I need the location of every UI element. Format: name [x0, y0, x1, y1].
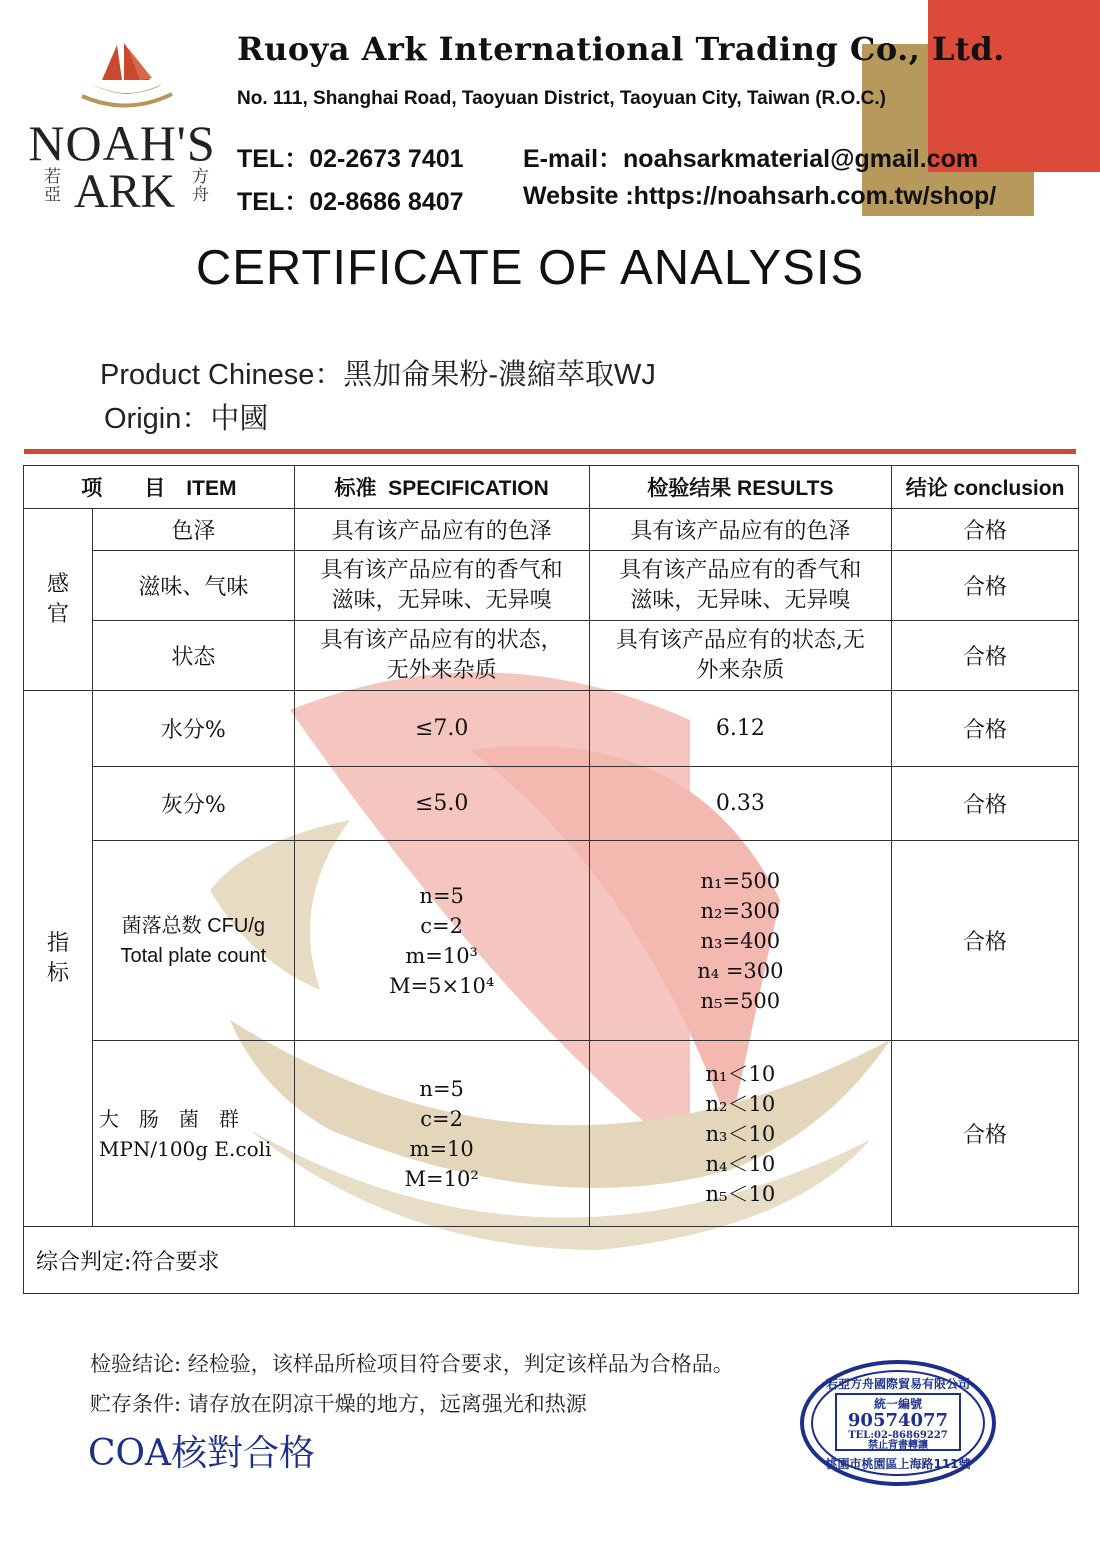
row-spec: 具有该产品应有的色泽	[294, 509, 589, 551]
summary-row	[24, 1227, 1079, 1294]
logo-text-ark: ARK	[73, 165, 176, 218]
row-conclusion: 合格	[892, 691, 1079, 767]
row-result: n₁=500 n₂=300 n₃=400 n₄ =300 n₅=500	[589, 841, 892, 1041]
company-address: No. 111, Shanghai Road, Taoyuan District, Taoyuan City, Taiwan (R.O.C.)	[237, 88, 886, 109]
stamp-bottom-text: 桃園市桃園區上海路111號	[825, 1457, 971, 1471]
ship-logo-icon	[22, 40, 232, 115]
storage-conditions: 贮存条件: 请存放在阴凉干燥的地方，远离强光和热源	[90, 1392, 587, 1416]
row-spec: 具有该产品应有的香气和 滋味，无异味、无异嗅	[294, 551, 589, 621]
origin: Origin：中國	[104, 403, 269, 435]
row-conclusion: 合格	[892, 841, 1079, 1041]
row-item: 大 肠 菌 群 MPN/100g E.coli	[92, 1041, 294, 1227]
group-sensory: 感 官	[24, 509, 93, 691]
overall-judgement: 综合判定:符合要求	[24, 1227, 1079, 1294]
header-item: 项 目 ITEM	[24, 466, 295, 509]
logo-text-main: NOAH'S	[28, 115, 216, 171]
row-spec: ≤7.0	[294, 691, 589, 767]
row-item: 状态	[92, 621, 294, 691]
row-result: 具有该产品应有的色泽	[589, 509, 892, 551]
row-item: 滋味、气味	[92, 551, 294, 621]
row-item: 菌落总数 CFU/g Total plate count	[92, 841, 294, 1041]
stamp-tel: TEL:02-86869227	[848, 1430, 948, 1441]
row-result: 具有该产品应有的状态,无 外来杂质	[589, 621, 892, 691]
table-row	[24, 1041, 1079, 1227]
row-item: 灰分%	[92, 767, 294, 841]
company-name: Ruoya Ark International Trading Co., Ltd.	[237, 30, 1005, 68]
stamp-label: 統一編號	[873, 1397, 923, 1411]
header-divider	[24, 449, 1076, 454]
row-item: 色泽	[92, 509, 294, 551]
row-conclusion: 合格	[892, 551, 1079, 621]
row-conclusion: 合格	[892, 767, 1079, 841]
table-header-row	[24, 466, 1079, 509]
table-row	[24, 551, 1079, 621]
row-spec: ≤5.0	[294, 767, 589, 841]
row-result: n₁＜10 n₂＜10 n₃＜10 n₄＜10 n₅＜10	[589, 1041, 892, 1227]
inspection-conclusion: 检验结论: 经检验，该样品所检项目符合要求，判定该样品为合格品。	[90, 1352, 734, 1376]
coa-verified-note: COA核對合格	[88, 1433, 316, 1474]
tel-2: TEL：02-8686 8407	[237, 188, 464, 216]
table-row	[24, 767, 1079, 841]
company-logo	[22, 40, 232, 220]
table-row	[24, 841, 1079, 1041]
document-title: CERTIFICATE OF ANALYSIS	[195, 241, 865, 295]
stamp-number: 90574077	[847, 1410, 949, 1431]
website: Website :https://noahsarh.com.tw/shop/	[523, 182, 997, 210]
table-row	[24, 621, 1079, 691]
analysis-table	[23, 465, 1079, 1294]
table-row	[24, 509, 1079, 551]
header-conclusion: 结论 conclusion	[892, 466, 1079, 509]
group-index: 指 标	[24, 691, 93, 1227]
company-seal-stamp	[798, 1358, 998, 1488]
row-conclusion: 合格	[892, 621, 1079, 691]
tel-1: TEL：02-2673 7401	[237, 145, 464, 173]
email: E-mail：noahsarkmaterial@gmail.com	[523, 145, 979, 173]
stamp-top-text: 若亞方舟國際貿易有限公司	[825, 1377, 971, 1391]
row-result: 6.12	[589, 691, 892, 767]
row-spec: 具有该产品应有的状态， 无外来杂质	[294, 621, 589, 691]
row-item: 水分%	[92, 691, 294, 767]
stamp-note: 禁止背書轉讓	[868, 1440, 928, 1451]
product-name: Product Chinese：黑加侖果粉-濃縮萃取WJ	[100, 359, 656, 391]
header-specification: 标准 SPECIFICATION	[294, 466, 589, 509]
row-result: 具有该产品应有的香气和 滋味，无异味、无异嗅	[589, 551, 892, 621]
row-spec: n=5 c=2 m=10 M=10²	[294, 1041, 589, 1227]
header-results: 检验结果 RESULTS	[589, 466, 892, 509]
logo-cn-right: 方舟	[192, 167, 209, 205]
logo-cn-left: 若亞	[44, 167, 61, 205]
row-conclusion: 合格	[892, 1041, 1079, 1227]
row-spec: n=5 c=2 m=10³ M=5×10⁴	[294, 841, 589, 1041]
table-row	[24, 691, 1079, 767]
row-result: 0.33	[589, 767, 892, 841]
row-conclusion: 合格	[892, 509, 1079, 551]
